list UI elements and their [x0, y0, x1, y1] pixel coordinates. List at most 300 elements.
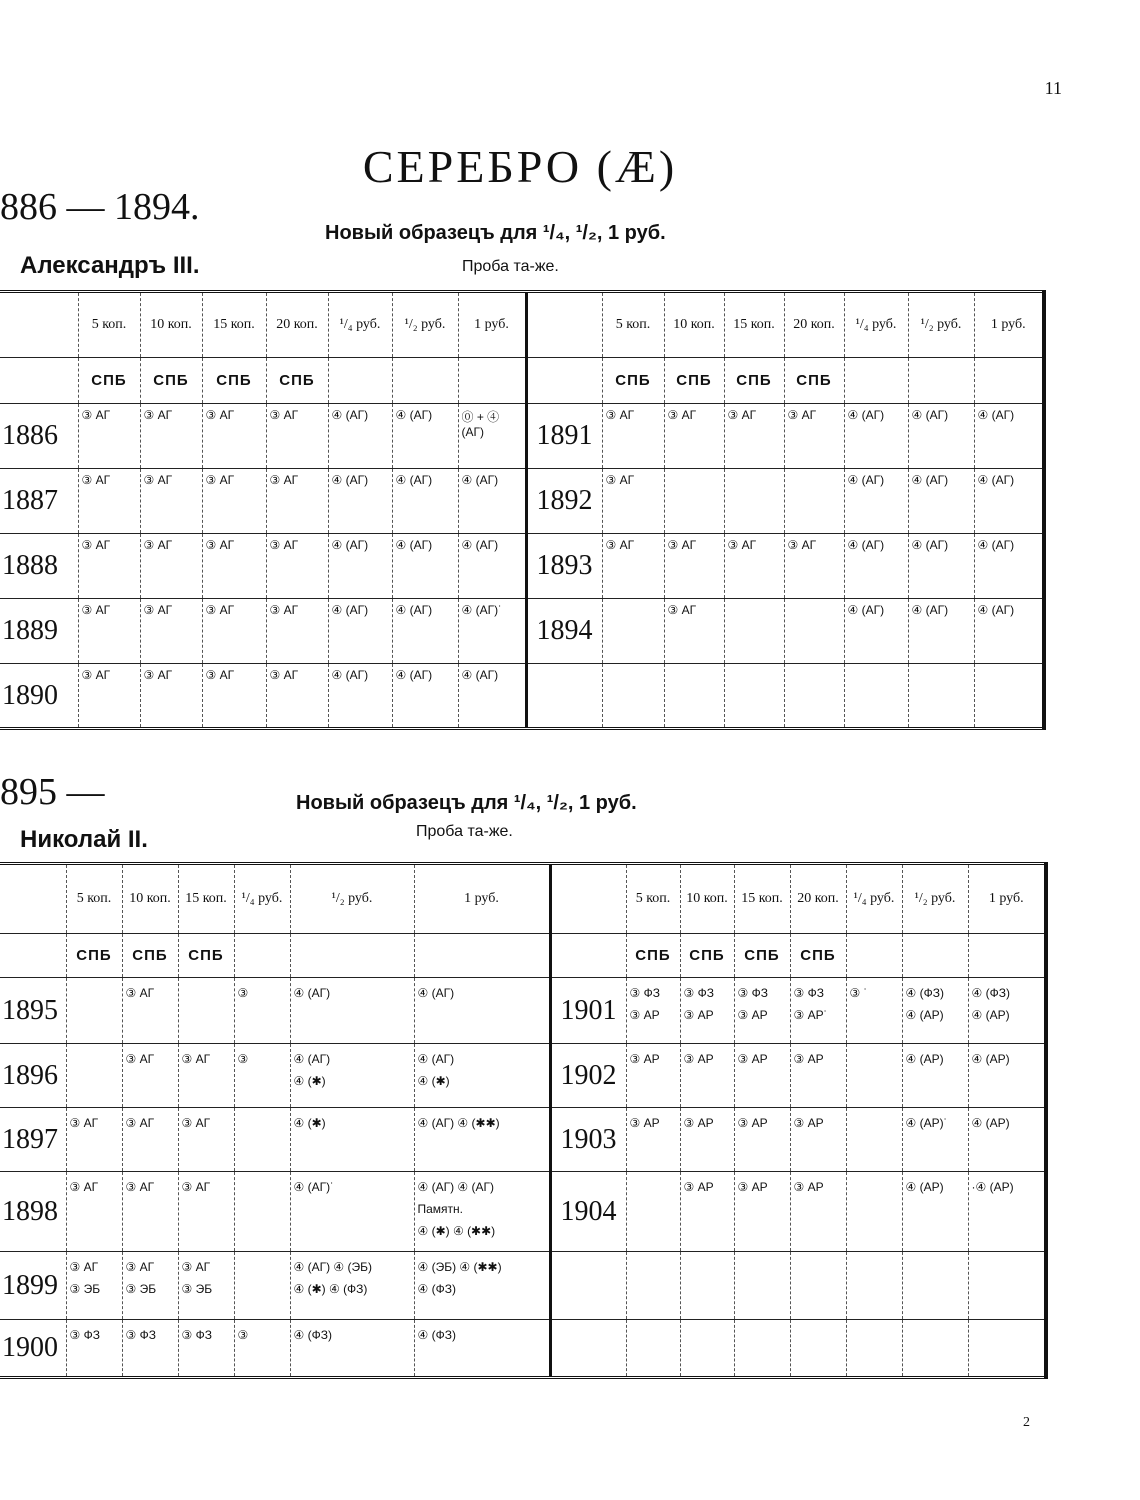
coin-cell: ④ (АГ): [328, 664, 392, 729]
page-title: СЕРЕБРО (Æ): [362, 141, 678, 192]
table-row: [0, 1108, 1046, 1172]
coin-entry: ③ ФЗ: [181, 1328, 212, 1342]
column-header: 5 коп.: [626, 864, 680, 934]
coin-cell: ④ (АГ): [908, 534, 974, 599]
mint-label: [392, 358, 458, 404]
coin-cell: [66, 978, 122, 1044]
year-cell: 1886: [0, 404, 78, 469]
coin-entry: ③ АР: [683, 1116, 714, 1130]
coin-entry: ④ (✱) ④ (✱✱): [417, 1224, 496, 1238]
coin-cell: [734, 978, 790, 1044]
coin-cell: [724, 469, 784, 534]
coin-entry: ④ (АР): [971, 1008, 1010, 1022]
table-row: [0, 404, 1044, 469]
section2-years: 895 —: [0, 771, 105, 813]
coin-entry: ④ (ЭБ) ④ (✱✱): [417, 1260, 502, 1274]
mint-label: [902, 934, 968, 978]
coin-entry: ③ ЭБ: [69, 1282, 101, 1296]
table-row: [0, 1252, 1046, 1320]
coin-cell: ④ (АГ): [458, 664, 526, 729]
year-cell: 1896: [0, 1044, 66, 1108]
coin-entry: ③: [237, 1052, 249, 1066]
mint-label: [414, 934, 550, 978]
coin-cell: [234, 978, 290, 1044]
coin-cell: ③ АГ: [266, 664, 328, 729]
coin-cell: ③ АГ: [266, 404, 328, 469]
coin-cell: ④ (АГ): [908, 404, 974, 469]
mint-label: СПБ: [78, 358, 140, 404]
coin-cell: ③ АГ: [602, 404, 664, 469]
coin-cell: ③ АГ: [202, 404, 266, 469]
coin-entry: ③ АР: [683, 1180, 714, 1194]
coin-cell: [902, 978, 968, 1044]
coin-entry: ③ АР: [629, 1116, 660, 1130]
coin-cell: [290, 1252, 414, 1320]
year-cell: 1901: [550, 978, 626, 1044]
corner-cell: [0, 864, 66, 934]
coin-cell: [902, 1044, 968, 1108]
coin-cell: ③ АГ: [140, 534, 202, 599]
table-row: [0, 1044, 1046, 1108]
coin-entry: ③ ФЗ: [125, 1328, 156, 1342]
coin-cell: [178, 1172, 234, 1252]
coin-entry: ④ (✱) ④ (ФЗ): [293, 1282, 368, 1296]
mint-label: [458, 358, 526, 404]
coin-cell: [234, 1252, 290, 1320]
column-header: 15 коп.: [202, 292, 266, 358]
coin-cell: ④ (АГ): [392, 469, 458, 534]
coin-cell: ③ АГ: [664, 534, 724, 599]
coin-cell: [724, 664, 784, 729]
coin-cell: ③ АГ: [78, 469, 140, 534]
coin-cell: [908, 664, 974, 729]
table-row: [0, 469, 1044, 534]
coin-cell: [680, 1108, 734, 1172]
coin-cell: [664, 664, 724, 729]
coin-cell: [626, 1044, 680, 1108]
coin-cell: ④ (АГ): [458, 534, 526, 599]
coin-entry: ④ (АР): [971, 1052, 1010, 1066]
coin-entry: ③ АР: [629, 1008, 660, 1022]
column-header: 10 коп.: [664, 292, 724, 358]
coin-entry: ④ (ФЗ): [417, 1328, 456, 1342]
coin-cell: [902, 1320, 968, 1378]
coin-cell: [790, 1044, 846, 1108]
coin-cell: ③ АГ: [140, 664, 202, 729]
column-header: ¹/₂ руб.: [290, 864, 414, 934]
coin-entry: ③ АГ: [125, 1260, 155, 1274]
coin-cell: [968, 1172, 1046, 1252]
coin-cell: [784, 469, 844, 534]
year-cell: 1900: [0, 1320, 66, 1378]
coin-cell: ④ (АГ): [844, 599, 908, 664]
coin-cell: [734, 1172, 790, 1252]
table-row: [0, 1320, 1046, 1378]
mint-label: [846, 934, 902, 978]
coin-cell: [602, 599, 664, 664]
coin-cell: [846, 1320, 902, 1378]
coin-entry: ④ (АР): [971, 1116, 1010, 1130]
coin-cell: [414, 1252, 550, 1320]
corner-cell: [550, 864, 626, 934]
coin-cell: [122, 1044, 178, 1108]
coin-entry: ③ АГ: [181, 1180, 211, 1194]
mint-label: СПБ: [266, 358, 328, 404]
coin-entry: ③ АР: [737, 1052, 768, 1066]
coin-entry: ④ (✱): [293, 1074, 326, 1088]
coin-cell: [626, 1108, 680, 1172]
coin-cell: ③ АГ: [202, 469, 266, 534]
coin-cell: [178, 1320, 234, 1378]
column-header: 10 коп.: [122, 864, 178, 934]
coin-entry: ④ (АГ) ④ (АГ): [417, 1180, 495, 1194]
mint-label: [290, 934, 414, 978]
coin-cell: ④ (АГ): [974, 534, 1044, 599]
column-header: ¹/₄ руб.: [846, 864, 902, 934]
alexander-iii-table: [0, 290, 1046, 730]
coin-cell: [680, 978, 734, 1044]
coin-entry: ④ (АГ) ④ (ЭБ): [293, 1260, 373, 1274]
coin-entry: ③ ЭБ: [125, 1282, 157, 1296]
coin-cell: ③ АГ: [202, 664, 266, 729]
coin-cell: ④ (АГ): [974, 599, 1044, 664]
year-cell: [526, 664, 602, 729]
coin-cell: [122, 978, 178, 1044]
coin-entry: ③ АР: [737, 1008, 768, 1022]
coin-cell: ③ АГ: [140, 404, 202, 469]
coin-cell: [234, 1320, 290, 1378]
coin-cell: [902, 1172, 968, 1252]
coin-cell: ④ (АГ): [458, 469, 526, 534]
coin-cell: ③ АГ: [266, 469, 328, 534]
mint-label: СПБ: [66, 934, 122, 978]
coin-entry: ④ (АГ): [417, 986, 455, 1000]
coin-cell: [734, 1252, 790, 1320]
coin-entry: ③ ФЗ: [683, 986, 714, 1000]
coin-cell: ④ (АГ): [328, 404, 392, 469]
coin-cell: [122, 1320, 178, 1378]
coin-entry: ③: [237, 986, 249, 1000]
coin-cell: [66, 1044, 122, 1108]
coin-cell: ③ АГ: [78, 404, 140, 469]
year-cell: 1890: [0, 664, 78, 729]
coin-cell: [664, 469, 724, 534]
section2-proba: Проба та-же.: [416, 823, 513, 840]
coin-cell: [178, 1044, 234, 1108]
coin-cell: ⓪ + ④ (АГ): [458, 404, 526, 469]
coin-cell: [968, 1320, 1046, 1378]
coin-cell: ③ АГ: [140, 599, 202, 664]
mint-label: СПБ: [122, 934, 178, 978]
coin-cell: ④ (АГ): [328, 469, 392, 534]
coin-cell: ④ (АГ): [392, 534, 458, 599]
mint-corner: [0, 358, 78, 404]
coin-entry: ③ АГ: [69, 1116, 99, 1130]
coin-entry: ③ АГ: [125, 986, 155, 1000]
coin-cell: [846, 1044, 902, 1108]
mint-label: [968, 934, 1046, 978]
coin-cell: [790, 1108, 846, 1172]
coin-entry: ③ АГ: [181, 1260, 211, 1274]
coin-entry: ③ АР: [793, 1180, 824, 1194]
coin-cell: ③ АГ: [724, 534, 784, 599]
coin-cell: ③ АГ: [266, 599, 328, 664]
coin-cell: ④ (АГ): [392, 599, 458, 664]
coin-cell: ④ (АГ): [844, 534, 908, 599]
coin-cell: ④ (АГ): [908, 599, 974, 664]
column-header: 5 коп.: [66, 864, 122, 934]
coin-cell: [290, 1044, 414, 1108]
coin-cell: [790, 1252, 846, 1320]
mint-label: СПБ: [734, 934, 790, 978]
coin-cell: [178, 978, 234, 1044]
coin-cell: [902, 1252, 968, 1320]
coin-entry: ③ АГ: [181, 1116, 211, 1130]
coin-cell: ③ АГ: [78, 599, 140, 664]
coin-entry: ④ (АГ) ④ (✱✱): [417, 1116, 500, 1130]
coin-entry: ③: [237, 1328, 249, 1342]
column-header: ¹/₄ руб.: [844, 292, 908, 358]
coin-cell: [784, 599, 844, 664]
coin-cell: ③ АГ: [784, 534, 844, 599]
section1-subtitle: Новый образецъ для ¹/₄, ¹/₂, 1 руб.: [325, 222, 666, 244]
year-cell: 1889: [0, 599, 78, 664]
coin-entry: ④ (АГ): [293, 986, 331, 1000]
coin-entry: ④ (✱): [417, 1074, 450, 1088]
coin-entry: ③ АР˙: [793, 1008, 828, 1022]
coin-entry: ③ ФЗ: [793, 986, 824, 1000]
coin-entry: ③ АР: [737, 1180, 768, 1194]
coin-entry: ·④ (АР): [971, 1180, 1014, 1194]
corner-cell: [0, 292, 78, 358]
coin-cell: [846, 1172, 902, 1252]
year-cell: 1898: [0, 1172, 66, 1252]
column-header: 1 руб.: [968, 864, 1046, 934]
coin-entry: ④ (АГ): [417, 1052, 455, 1066]
column-header: ¹/₂ руб.: [902, 864, 968, 934]
coin-cell: [122, 1172, 178, 1252]
year-cell: 1888: [0, 534, 78, 599]
mint-corner: [0, 934, 66, 978]
coin-entry: ④ (ФЗ): [417, 1282, 456, 1296]
column-header: 5 коп.: [78, 292, 140, 358]
coin-cell: [414, 1108, 550, 1172]
column-header: 20 коп.: [784, 292, 844, 358]
table-row: [0, 534, 1044, 599]
coin-cell: [414, 978, 550, 1044]
mint-label: СПБ: [664, 358, 724, 404]
year-cell: 1902: [550, 1044, 626, 1108]
section2-subtitle: Новый образецъ для ¹/₄, ¹/₂, 1 руб.: [296, 792, 637, 814]
column-header: 5 коп.: [602, 292, 664, 358]
column-header: ¹/₂ руб.: [392, 292, 458, 358]
coin-cell: [974, 664, 1044, 729]
coin-cell: [784, 664, 844, 729]
coin-cell: [414, 1172, 550, 1252]
coin-entry: ③ ˙: [849, 986, 868, 1000]
coin-cell: [846, 1252, 902, 1320]
coin-cell: ④ (АГ): [392, 664, 458, 729]
coin-cell: ③ АГ: [602, 469, 664, 534]
coin-cell: ③ АГ: [266, 534, 328, 599]
column-header: ¹/₄ руб.: [328, 292, 392, 358]
mint-label: [974, 358, 1044, 404]
coin-cell: [680, 1252, 734, 1320]
coin-cell: [290, 1108, 414, 1172]
mint-label: СПБ: [626, 934, 680, 978]
coin-cell: ③ АГ: [140, 469, 202, 534]
table-row: [0, 978, 1046, 1044]
coin-entry: ③ АГ: [125, 1052, 155, 1066]
year-cell: 1903: [550, 1108, 626, 1172]
coin-cell: [234, 1108, 290, 1172]
column-header: ¹/₂ руб.: [908, 292, 974, 358]
mint-label: [234, 934, 290, 978]
coin-cell: ④ (АГ)˙: [458, 599, 526, 664]
coin-cell: ③ АГ: [784, 404, 844, 469]
coin-cell: ③ АГ: [664, 404, 724, 469]
coin-cell: [122, 1108, 178, 1172]
coin-cell: [626, 1172, 680, 1252]
mint-label: СПБ: [178, 934, 234, 978]
coin-cell: [680, 1320, 734, 1378]
coin-cell: [680, 1172, 734, 1252]
coin-cell: [968, 1252, 1046, 1320]
coin-entry: ③ АГ: [125, 1116, 155, 1130]
coin-entry: ③ ФЗ: [629, 986, 660, 1000]
nicholas-ii-table: [0, 862, 1048, 1379]
mint-label: СПБ: [784, 358, 844, 404]
coin-cell: [66, 1172, 122, 1252]
coin-cell: [902, 1108, 968, 1172]
mint-label: СПБ: [140, 358, 202, 404]
coin-cell: [290, 1320, 414, 1378]
coin-cell: [626, 978, 680, 1044]
coin-entry: ④ (✱): [293, 1116, 326, 1130]
coin-cell: [66, 1252, 122, 1320]
coin-cell: [234, 1172, 290, 1252]
column-header: 1 руб.: [414, 864, 550, 934]
column-header: 1 руб.: [974, 292, 1044, 358]
year-cell: 1894: [526, 599, 602, 664]
column-header: 10 коп.: [680, 864, 734, 934]
coin-entry: ③ АР: [683, 1052, 714, 1066]
coin-cell: ④ (АГ): [844, 404, 908, 469]
coin-entry: ④ (ФЗ): [971, 986, 1010, 1000]
coin-cell: [790, 1172, 846, 1252]
coin-entry: ④ (АР): [905, 1180, 944, 1194]
year-cell: 1891: [526, 404, 602, 469]
coin-entry: ③ АГ: [69, 1180, 99, 1194]
column-header: 10 коп.: [140, 292, 202, 358]
coin-cell: [844, 664, 908, 729]
section1-years: 886 — 1894.: [0, 186, 200, 228]
corner-cell: [526, 292, 602, 358]
coin-entry: ③ АГ: [125, 1180, 155, 1194]
coin-cell: [122, 1252, 178, 1320]
column-header: 1 руб.: [458, 292, 526, 358]
coin-cell: [680, 1044, 734, 1108]
coin-cell: [414, 1320, 550, 1378]
section1-proba: Проба та-же.: [462, 258, 559, 275]
coin-cell: ③ АГ: [602, 534, 664, 599]
coin-entry: ④ (АГ): [293, 1052, 331, 1066]
mint-corner: [526, 358, 602, 404]
coin-entry: ④ (АР): [905, 1008, 944, 1022]
coin-cell: ③ АГ: [78, 664, 140, 729]
coin-cell: ④ (АГ): [844, 469, 908, 534]
page-number: 11: [1044, 78, 1062, 98]
coin-entry: ④ (АГ)˙: [293, 1180, 335, 1194]
coin-cell: [234, 1044, 290, 1108]
coin-entry: Памятн.: [417, 1202, 464, 1216]
mint-label: СПБ: [724, 358, 784, 404]
coin-entry: ③ ФЗ: [737, 986, 768, 1000]
coin-cell: ④ (АГ): [328, 534, 392, 599]
coin-cell: ③ АГ: [664, 599, 724, 664]
coin-entry: ③ АР: [793, 1116, 824, 1130]
footer-number: 2: [1023, 1415, 1030, 1430]
table-row: [0, 1172, 1046, 1252]
coin-cell: [66, 1320, 122, 1378]
coin-cell: [626, 1320, 680, 1378]
coin-cell: ④ (АГ): [908, 469, 974, 534]
coin-cell: [626, 1252, 680, 1320]
mint-label: [328, 358, 392, 404]
coin-entry: ③ АР: [683, 1008, 714, 1022]
mint-label: СПБ: [680, 934, 734, 978]
column-header: ¹/₄ руб.: [234, 864, 290, 934]
year-cell: 1892: [526, 469, 602, 534]
coin-cell: [66, 1108, 122, 1172]
table-row: [0, 599, 1044, 664]
mint-label: СПБ: [602, 358, 664, 404]
year-cell: 1887: [0, 469, 78, 534]
coin-cell: ③ АГ: [202, 599, 266, 664]
coin-entry: ③ АР: [793, 1052, 824, 1066]
coin-entry: ③ АР: [629, 1052, 660, 1066]
coin-cell: ④ (АГ): [328, 599, 392, 664]
coin-cell: ③ АГ: [202, 534, 266, 599]
column-header: 15 коп.: [724, 292, 784, 358]
column-header: 15 коп.: [734, 864, 790, 934]
coin-cell: ③ АГ: [724, 404, 784, 469]
coin-entry: ③ ЭБ: [181, 1282, 213, 1296]
year-cell: 1893: [526, 534, 602, 599]
coin-cell: ③ АГ: [78, 534, 140, 599]
coin-cell: [178, 1252, 234, 1320]
year-cell: 1895: [0, 978, 66, 1044]
column-header: 20 коп.: [790, 864, 846, 934]
coin-cell: [968, 1108, 1046, 1172]
coin-cell: ④ (АГ): [974, 404, 1044, 469]
column-header: 15 коп.: [178, 864, 234, 934]
coin-cell: [734, 1320, 790, 1378]
coin-entry: ④ (ФЗ): [293, 1328, 332, 1342]
mint-label: [908, 358, 974, 404]
coin-cell: [290, 978, 414, 1044]
coin-entry: ③ ФЗ: [69, 1328, 100, 1342]
coin-cell: [178, 1108, 234, 1172]
year-cell: [550, 1320, 626, 1378]
coin-entry: ③ АР: [737, 1116, 768, 1130]
coin-cell: [734, 1108, 790, 1172]
mint-label: [844, 358, 908, 404]
year-cell: 1904: [550, 1172, 626, 1252]
coin-cell: [790, 978, 846, 1044]
coin-cell: [968, 1044, 1046, 1108]
coin-cell: ④ (АГ): [974, 469, 1044, 534]
